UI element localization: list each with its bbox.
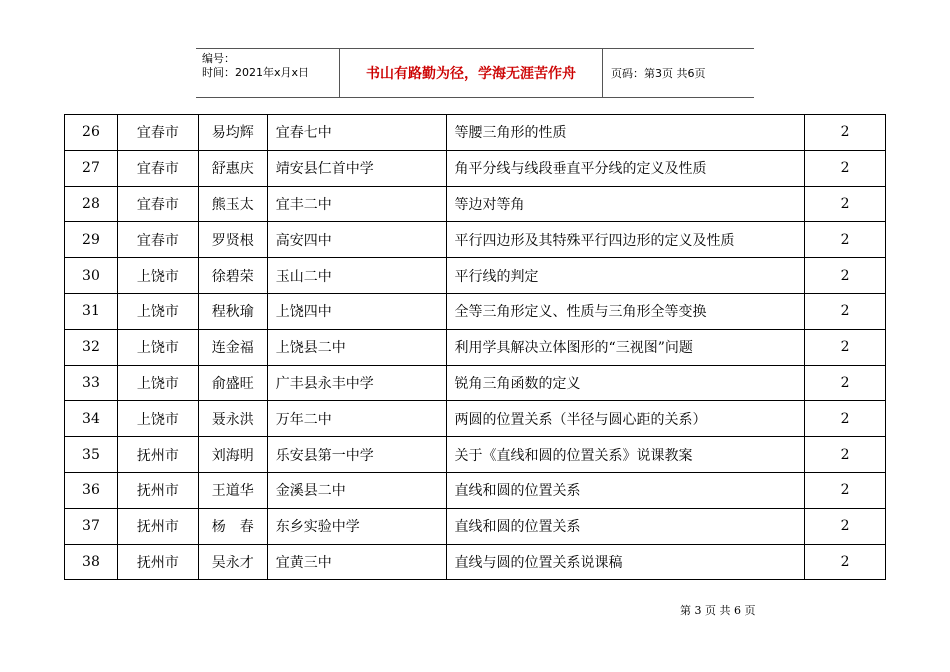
cell-num: 35 [65, 437, 118, 473]
table-row [65, 365, 886, 401]
page-footer: 第 3 页 共 6 页 [680, 604, 756, 617]
cell-name: 程秋瑜 [198, 293, 267, 329]
cell-num: 31 [65, 293, 118, 329]
cell-school: 万年二中 [267, 401, 446, 437]
cell-score: 2 [805, 472, 886, 508]
cell-topic: 直线与圆的位置关系说课稿 [446, 544, 805, 580]
cell-school: 上饶县二中 [267, 329, 446, 365]
cell-name: 刘海明 [198, 437, 267, 473]
header-meta [196, 49, 339, 97]
time-label: 时间：2021年x月x日 [202, 66, 310, 79]
cell-score: 2 [805, 258, 886, 294]
cell-topic: 直线和圆的位置关系 [446, 508, 805, 544]
cell-name: 舒惠庆 [198, 150, 267, 186]
cell-city: 上饶市 [117, 293, 198, 329]
cell-num: 37 [65, 508, 118, 544]
cell-score: 2 [805, 508, 886, 544]
table-row [65, 222, 886, 258]
table-row [65, 258, 886, 294]
cell-score: 2 [805, 401, 886, 437]
cell-num: 30 [65, 258, 118, 294]
cell-name: 熊玉太 [198, 186, 267, 222]
cell-name: 杨 春 [198, 508, 267, 544]
cell-topic: 全等三角形定义、性质与三角形全等变换 [446, 293, 805, 329]
cell-city: 抚州市 [117, 472, 198, 508]
cell-city: 上饶市 [117, 401, 198, 437]
cell-topic: 利用学具解决立体图形的“三视图”问题 [446, 329, 805, 365]
cell-city: 上饶市 [117, 258, 198, 294]
cell-num: 32 [65, 329, 118, 365]
cell-city: 抚州市 [117, 437, 198, 473]
cell-city: 抚州市 [117, 544, 198, 580]
cell-name: 聂永洪 [198, 401, 267, 437]
cell-name: 易均辉 [198, 115, 267, 151]
cell-city: 上饶市 [117, 365, 198, 401]
cell-school: 乐安县第一中学 [267, 437, 446, 473]
table-row [65, 508, 886, 544]
cell-school: 靖安县仁首中学 [267, 150, 446, 186]
cell-school: 玉山二中 [267, 258, 446, 294]
cell-score: 2 [805, 365, 886, 401]
cell-num: 26 [65, 115, 118, 151]
code-label: 编号： [202, 52, 235, 65]
cell-num: 28 [65, 186, 118, 222]
cell-school: 高安四中 [267, 222, 446, 258]
cell-num: 27 [65, 150, 118, 186]
cell-topic: 锐角三角函数的定义 [446, 365, 805, 401]
table-row [65, 186, 886, 222]
cell-score: 2 [805, 544, 886, 580]
cell-name: 王道华 [198, 472, 267, 508]
cell-school: 金溪县二中 [267, 472, 446, 508]
teacher-table [64, 114, 886, 580]
cell-num: 36 [65, 472, 118, 508]
cell-score: 2 [805, 150, 886, 186]
cell-topic: 等边对等角 [446, 186, 805, 222]
cell-topic: 等腰三角形的性质 [446, 115, 805, 151]
page-header [196, 48, 754, 98]
table-row [65, 472, 886, 508]
table-row [65, 401, 886, 437]
cell-score: 2 [805, 329, 886, 365]
cell-city: 宜春市 [117, 115, 198, 151]
cell-name: 罗贤根 [198, 222, 267, 258]
cell-score: 2 [805, 186, 886, 222]
cell-topic: 角平分线与线段垂直平分线的定义及性质 [446, 150, 805, 186]
table-body [65, 115, 886, 580]
cell-num: 34 [65, 401, 118, 437]
cell-school: 广丰县永丰中学 [267, 365, 446, 401]
cell-score: 2 [805, 293, 886, 329]
cell-score: 2 [805, 437, 886, 473]
cell-city: 抚州市 [117, 508, 198, 544]
cell-name: 吴永才 [198, 544, 267, 580]
cell-city: 宜春市 [117, 186, 198, 222]
cell-school: 宜丰二中 [267, 186, 446, 222]
table-row [65, 115, 886, 151]
table-row [65, 150, 886, 186]
cell-score: 2 [805, 115, 886, 151]
cell-topic: 平行线的判定 [446, 258, 805, 294]
cell-name: 俞盛旺 [198, 365, 267, 401]
motto: 书山有路勤为径，学海无涯苦作舟 [339, 49, 603, 97]
cell-num: 33 [65, 365, 118, 401]
cell-score: 2 [805, 222, 886, 258]
table-row [65, 437, 886, 473]
cell-school: 宜黄三中 [267, 544, 446, 580]
table-row [65, 293, 886, 329]
cell-school: 宜春七中 [267, 115, 446, 151]
cell-topic: 平行四边形及其特殊平行四边形的定义及性质 [446, 222, 805, 258]
cell-num: 29 [65, 222, 118, 258]
cell-school: 东乡实验中学 [267, 508, 446, 544]
cell-topic: 直线和圆的位置关系 [446, 472, 805, 508]
page-label: 页码：第3页 共6页 [611, 67, 706, 80]
cell-city: 上饶市 [117, 329, 198, 365]
cell-city: 宜春市 [117, 150, 198, 186]
table-row [65, 329, 886, 365]
cell-name: 徐碧荣 [198, 258, 267, 294]
cell-school: 上饶四中 [267, 293, 446, 329]
cell-num: 38 [65, 544, 118, 580]
table-row [65, 544, 886, 580]
cell-city: 宜春市 [117, 222, 198, 258]
cell-name: 连金福 [198, 329, 267, 365]
cell-topic: 关于《直线和圆的位置关系》说课教案 [446, 437, 805, 473]
cell-topic: 两圆的位置关系（半径与圆心距的关系） [446, 401, 805, 437]
